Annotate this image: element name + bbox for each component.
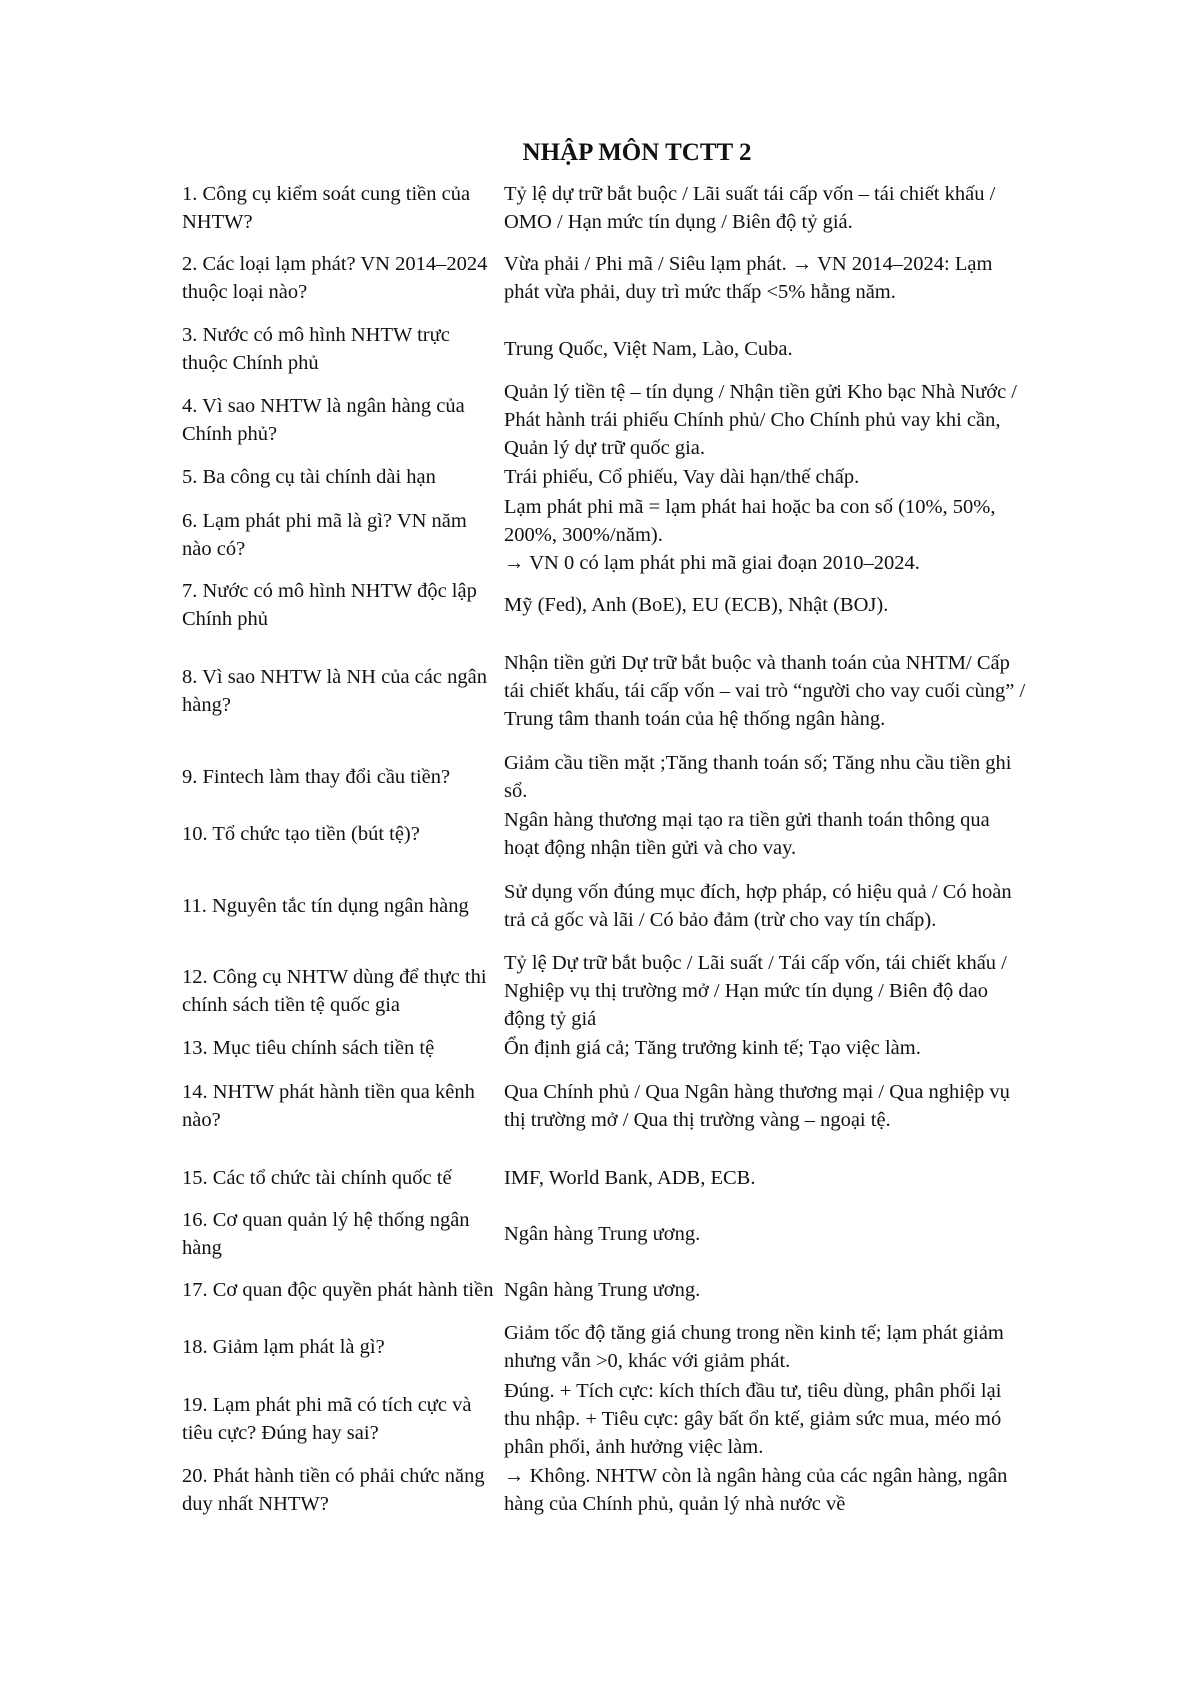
table-row [182, 462, 1032, 492]
answer-cell: Quản lý tiền tệ – tín dụng / Nhận tiền gửi Kho bạc Nhà Nước / Phát hành trái phiếu Chính phủ/ Cho Chính phủ vay khi cần, Quản lý dự trữ quốc gia. [504, 380, 1018, 459]
answer-cell: Vừa phải / Phi mã / Siêu lạm phát. → VN 2014–2024: Lạm phát vừa phải, duy trì mức thấp <5% hằng năm. [504, 253, 993, 303]
answer-cell: IMF, World Bank, ADB, ECB. [504, 1166, 756, 1189]
table-row [182, 1063, 1032, 1149]
table-row [182, 1206, 1032, 1262]
document-page [182, 138, 1032, 1518]
question-cell: 5. Ba công cụ tài chính dài hạn [182, 466, 436, 488]
question-cell: 6. Lạm phát phi mã là gì? VN năm nào có? [182, 509, 467, 560]
table-row [182, 1262, 1032, 1318]
question-cell: 18. Giảm lạm phát là gì? [182, 1336, 385, 1358]
table-row [182, 949, 1032, 1033]
table-row [182, 236, 1032, 320]
answer-cell: Sử dụng vốn đúng mục đích, hợp pháp, có hiệu quả / Có hoàn trả cả gốc và lãi / Có bảo đảm (trừ cho vay tín chấp). [504, 881, 1012, 931]
question-cell: 17. Cơ quan độc quyền phát hành tiền [182, 1279, 494, 1301]
question-cell: 9. Fintech làm thay đổi cầu tiền? [182, 766, 451, 788]
table-row [182, 1376, 1032, 1462]
table-row [182, 1318, 1032, 1376]
answer-cell: Giảm tốc độ tăng giá chung trong nền kinh tế; lạm phát giảm nhưng vẫn >0, khác với giảm phát. [504, 1322, 1004, 1372]
table-row [182, 805, 1032, 863]
answer-cell: Ngân hàng thương mại tạo ra tiền gửi thanh toán thông qua hoạt động nhận tiền gửi và cho vay. [504, 809, 990, 859]
table-row [182, 863, 1032, 949]
answer-cell: Đúng. + Tích cực: kích thích đầu tư, tiêu dùng, phân phối lại thu nhập. + Tiêu cực: gây bất ổn ktế, giảm sức mua, méo mó phân phối, ảnh hưởng việc làm. [504, 1380, 1002, 1458]
answer-cell: Lạm phát phi mã = lạm phát hai hoặc ba con số (10%, 50%, 200%, 300%/năm). → VN 0 có lạm phát phi mã giai đoạn 2010–2024. [504, 495, 996, 574]
table-row [182, 749, 1032, 805]
answer-cell: Tỷ lệ dự trữ bắt buộc / Lãi suất tái cấp vốn – tái chiết khấu / OMO / Hạn mức tín dụng / Biên độ tỷ giá. [504, 183, 996, 233]
table-row [182, 180, 1032, 236]
answer-cell: Tỷ lệ Dự trữ bắt buộc / Lãi suất / Tái cấp vốn, tái chiết khấu / Nghiệp vụ thị trường mở / Hạn mức tín dụng / Biên độ dao động tỷ giá [504, 952, 1007, 1030]
qa-table [182, 180, 1032, 1518]
table-row [182, 577, 1032, 633]
table-row [182, 1462, 1032, 1518]
table-row [182, 377, 1032, 462]
question-cell: 15. Các tổ chức tài chính quốc tế [182, 1166, 452, 1189]
question-cell: 16. Cơ quan quản lý hệ thống ngân hàng [182, 1209, 470, 1259]
question-cell: 2. Các loại lạm phát? VN 2014–2024 thuộc loại nào? [182, 253, 488, 303]
question-cell: 3. Nước có mô hình NHTW trực thuộc Chính phủ [182, 323, 450, 374]
answer-cell: Giảm cầu tiền mặt ;Tăng thanh toán số; Tăng nhu cầu tiền ghi sổ. [504, 752, 1012, 802]
question-cell: 19. Lạm phát phi mã có tích cực và tiêu cực? Đúng hay sai? [182, 1394, 472, 1444]
answer-cell: Mỹ (Fed), Anh (BoE), EU (ECB), Nhật (BOJ). [504, 594, 889, 616]
table-row [182, 633, 1032, 749]
answer-cell: Qua Chính phủ / Qua Ngân hàng thương mại / Qua nghiệp vụ thị trường mở / Qua thị trường vàng – ngoại tệ. [504, 1081, 1010, 1131]
question-cell: 13. Mục tiêu chính sách tiền tệ [182, 1037, 435, 1059]
answer-cell: Trung Quốc, Việt Nam, Lào, Cuba. [504, 337, 793, 360]
answer-cell: Ngân hàng Trung ương. [504, 1279, 701, 1301]
question-cell: 20. Phát hành tiền có phải chức năng duy nhất NHTW? [182, 1465, 485, 1515]
answer-cell: Ổn định giá cả; Tăng trưởng kinh tế; Tạo việc làm. [504, 1037, 921, 1059]
question-cell: 12. Công cụ NHTW dùng để thực thi chính sách tiền tệ quốc gia [182, 966, 487, 1016]
document-title: NHẬP MÔN TCTT 2 [522, 139, 752, 166]
answer-cell: Trái phiếu, Cổ phiếu, Vay dài hạn/thế chấp. [504, 466, 860, 488]
qa-table-body [182, 180, 1032, 1518]
table-row [182, 1149, 1032, 1206]
question-cell: 14. NHTW phát hành tiền qua kênh nào? [182, 1081, 475, 1131]
table-row [182, 320, 1032, 377]
question-cell: 7. Nước có mô hình NHTW độc lập Chính phủ [182, 580, 477, 630]
answer-cell: → Không. NHTW còn là ngân hàng của các ngân hàng, ngân hàng của Chính phủ, quản lý nhà nước về [504, 1465, 1008, 1515]
question-cell: 4. Vì sao NHTW là ngân hàng của Chính phủ? [182, 394, 465, 445]
table-row [182, 492, 1032, 577]
answer-cell: Nhận tiền gửi Dự trữ bắt buộc và thanh toán của NHTM/ Cấp tái chiết khấu, tái cấp vốn – vai trò “người cho vay cuối cùng” / Trung tâm thanh toán của hệ thống ngân hàng. [504, 652, 1026, 730]
question-cell: 11. Nguyên tắc tín dụng ngân hàng [182, 895, 469, 917]
question-cell: 8. Vì sao NHTW là NH của các ngân hàng? [182, 666, 487, 716]
table-row [182, 1033, 1032, 1063]
question-cell: 1. Công cụ kiểm soát cung tiền của NHTW? [182, 183, 471, 233]
answer-cell: Ngân hàng Trung ương. [504, 1223, 701, 1245]
question-cell: 10. Tổ chức tạo tiền (bút tệ)? [182, 823, 420, 845]
